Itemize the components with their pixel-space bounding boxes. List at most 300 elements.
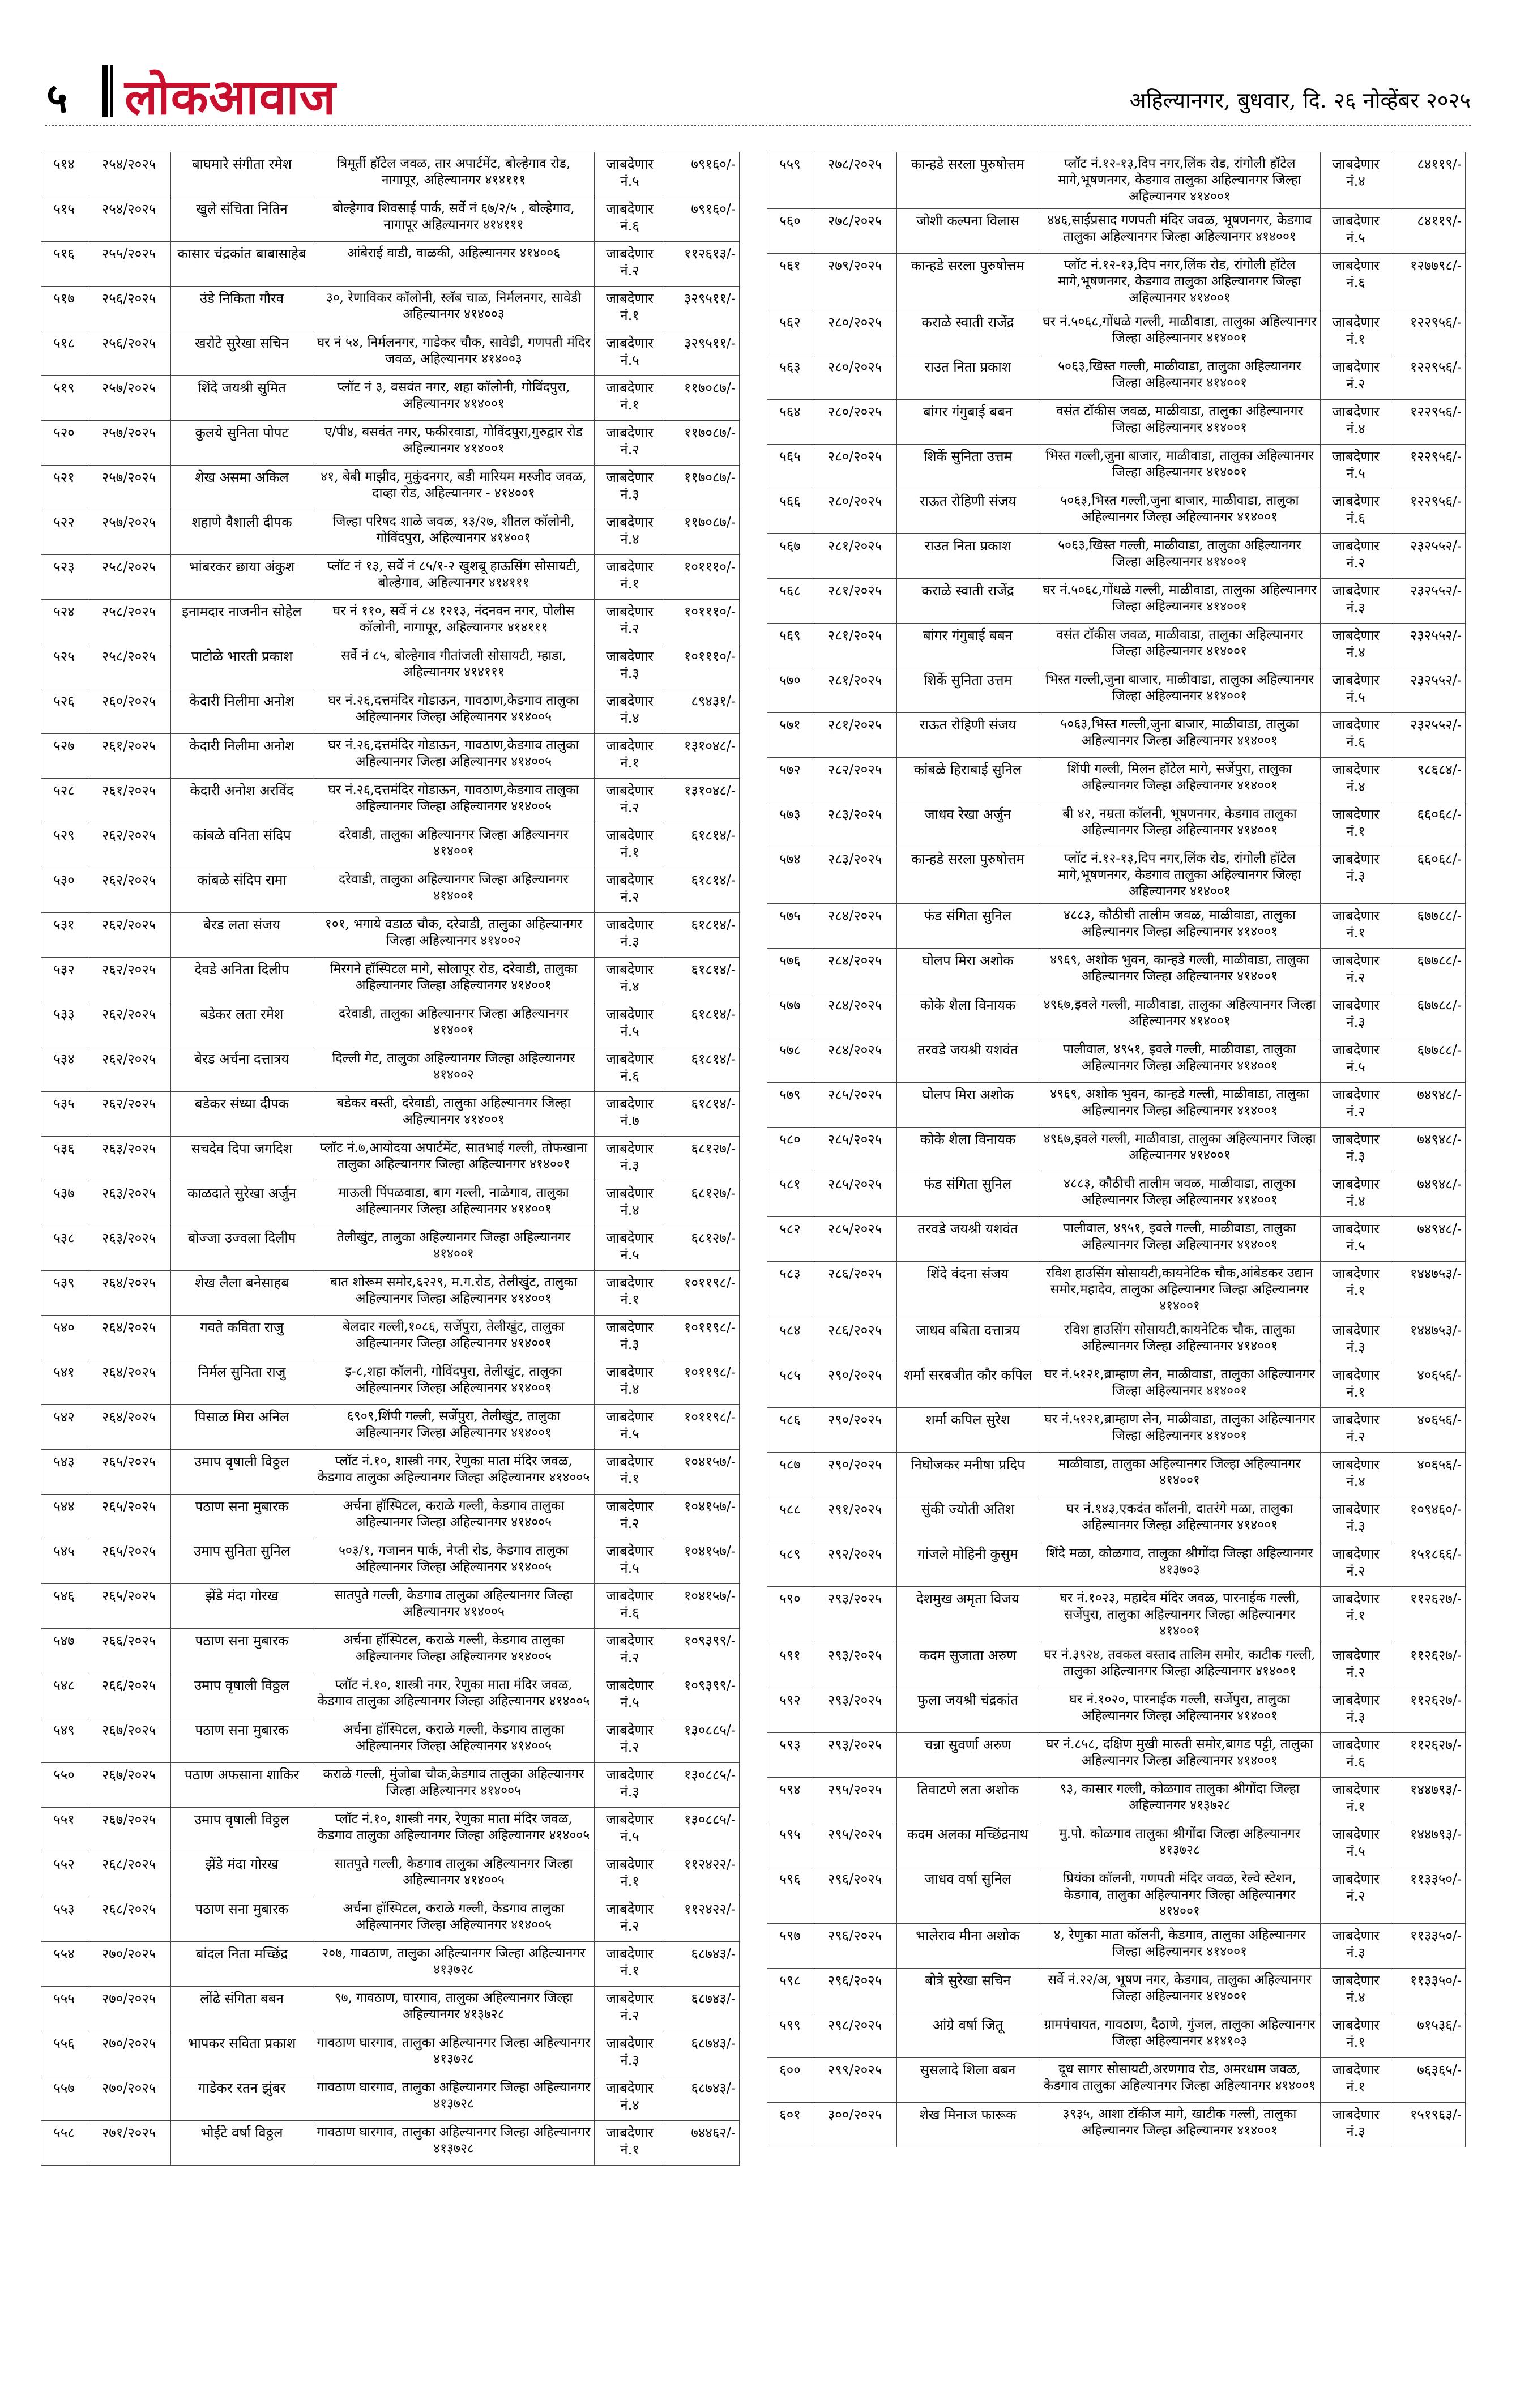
amount: १०४१५७/- (665, 1495, 740, 1539)
row-number: ५६० (767, 209, 813, 254)
address: घर नं.२६,दत्तमंदिर गोडाऊन, गावठाण,केडगाव तालुका अहिल्यानगर जिल्हा अहिल्यानगर ४१४००५ (313, 734, 595, 779)
amount: १५१९६३/- (1391, 2103, 1466, 2147)
respondent-status: जाबदेणार नं.६ (1321, 713, 1391, 758)
case-number: २६५/२०२५ (87, 1584, 171, 1629)
person-name: बेरड अर्चना दत्तात्रय (171, 1047, 313, 1092)
respondent-status: जाबदेणार नं.१ (595, 1852, 665, 1897)
respondent-status: जाबदेणार नं.६ (595, 1047, 665, 1092)
table-row (41, 466, 740, 510)
amount: ७९१६०/- (665, 197, 740, 242)
person-name: उमाप सुनिता सुनिल (171, 1539, 313, 1584)
table-row (767, 1408, 1466, 1453)
table-row (767, 2103, 1466, 2147)
case-number: २८५/२०२५ (813, 1083, 897, 1128)
respondent-status: जाबदेणार नं.१ (595, 2121, 665, 2166)
table-row (41, 1137, 740, 1181)
row-number: ५३६ (41, 1137, 87, 1181)
amount: ४०६५६/- (1391, 1408, 1466, 1453)
amount: ११२६२७/- (1391, 1688, 1466, 1733)
case-number: २८५/२०२५ (813, 1172, 897, 1217)
respondent-status: जाबदेणार नं.२ (1321, 355, 1391, 400)
row-number: ५४७ (41, 1629, 87, 1673)
row-number: ५१४ (41, 152, 87, 197)
row-number: ५५८ (41, 2121, 87, 2166)
person-name: शहाणे वैशाली दीपक (171, 510, 313, 555)
address: रविश हाउसिंग सोसायटी,कायनेटिक चौक,आंबेडकर उद्यान समोर,महादेव, तालुका अहिल्यानगर जिल्हा अहिल्यानगर ४१४००१ (1039, 1262, 1321, 1318)
person-name: केदारी अनोश अरविंद (171, 779, 313, 823)
person-name: झेंडे मंदा गोरख (171, 1584, 313, 1629)
respondent-status: जाबदेणार नं.४ (595, 510, 665, 555)
address: दरेवाडी, तालुका अहिल्यानगर जिल्हा अहिल्यानगर ४१४००१ (313, 823, 595, 868)
amount: ११२६१३/- (665, 242, 740, 287)
address: प्लॉट नं.१०, शास्त्री नगर, रेणुका माता मंदिर जवळ, केडगाव तालुका अहिल्यानगर जिल्हा अहिल्यानगर ४१४००५ (313, 1450, 595, 1495)
person-name: कराळे स्वाती राजेंद्र (897, 579, 1039, 624)
address: ५०३/१, गजानन पार्क, नेप्ती रोड, केडगाव तालुका अहिल्यानगर जिल्हा अहिल्यानगर ४१४००५ (313, 1539, 595, 1584)
amount: ६१८१४/- (665, 823, 740, 868)
person-name: निर्मल सुनिता राजु (171, 1360, 313, 1405)
address: प्रियंका कॉलनी, गणपती मंदिर जवळ, रेल्वे स्टेशन, केडगाव, तालुका अहिल्यानगर जिल्हा अहिल्यानगर ४१४००१ (1039, 1867, 1321, 1924)
respondent-status: जाबदेणार नं.२ (595, 421, 665, 466)
respondent-status: जाबदेणार नं.२ (1321, 1083, 1391, 1128)
table-row (41, 1495, 740, 1539)
notice-table-left (41, 152, 740, 2166)
table-row (41, 1450, 740, 1495)
case-number: २७९/२०२५ (813, 254, 897, 310)
case-number: २७०/२०२५ (87, 2076, 171, 2121)
table-row (767, 254, 1466, 310)
amount: ७४९४८/- (1391, 1172, 1466, 1217)
row-number: ५३५ (41, 1092, 87, 1137)
case-number: २८५/२०२५ (813, 1128, 897, 1172)
person-name: बांदल निता मच्छिंद्र (171, 1942, 313, 1987)
person-name: काळदाते सुरेखा अर्जुन (171, 1181, 313, 1226)
table-row (767, 2013, 1466, 2058)
table-row (41, 1808, 740, 1852)
table-row (767, 1969, 1466, 2013)
amount: ११३३५०/- (1391, 1969, 1466, 2013)
person-name: झेंडे मंदा गोरख (171, 1852, 313, 1897)
table-row (767, 1542, 1466, 1587)
address: कराळे गल्ली, मुंजोबा चौक,केडगाव तालुका अहिल्यानगर जिल्हा अहिल्यानगर ४१४००५ (313, 1763, 595, 1808)
amount: ७४९४८/- (1391, 1128, 1466, 1172)
row-number: ५३८ (41, 1226, 87, 1271)
table-row (767, 1083, 1466, 1128)
amount: ६१८१४/- (665, 958, 740, 1002)
row-number: ५५५ (41, 1987, 87, 2031)
person-name: फंड संगिता सुनिल (897, 904, 1039, 949)
row-number: ५८२ (767, 1217, 813, 1262)
person-name: बांगर गंगुबाई बबन (897, 400, 1039, 445)
case-number: २९०/२०२५ (813, 1408, 897, 1453)
address: घर नं.१४३,एकदंत कॉलनी, दातरंगे मळा, तालुका अहिल्यानगर जिल्हा अहिल्यानगर ४१४००१ (1039, 1497, 1321, 1542)
address: प्लॉट नं.१०, शास्त्री नगर, रेणुका माता मंदिर जवळ, केडगाव तालुका अहिल्यानगर जिल्हा अहिल्यानगर ४१४००५ (313, 1808, 595, 1852)
address: बात शोरूम समोर,६२२९, म.ग.रोड, तेलीखुंट, तालुका अहिल्यानगर जिल्हा अहिल्यानगर ४१४००१ (313, 1271, 595, 1316)
case-number: २९८/२०२५ (813, 2013, 897, 2058)
table-row (767, 1733, 1466, 1778)
amount: २३२५५२/- (1391, 579, 1466, 624)
case-number: २९२/२०२५ (813, 1542, 897, 1587)
respondent-status: जाबदेणार नं.३ (1321, 993, 1391, 1038)
person-name: पठाण अफसाना शाकिर (171, 1763, 313, 1808)
table-row (767, 355, 1466, 400)
case-number: २९६/२०२५ (813, 1867, 897, 1924)
case-number: २६६/२०२५ (87, 1673, 171, 1718)
table-row (41, 1852, 740, 1897)
row-number: ५३१ (41, 913, 87, 958)
respondent-status: जाबदेणार नं.४ (1321, 1172, 1391, 1217)
row-number: ५२१ (41, 466, 87, 510)
respondent-status: जाबदेणार नं.२ (595, 1897, 665, 1942)
respondent-status: जाबदेणार नं.२ (1321, 1408, 1391, 1453)
case-number: २९३/२०२५ (813, 1688, 897, 1733)
amount: १२७७९८/- (1391, 254, 1466, 310)
person-name: भालेराव मीना अशोक (897, 1924, 1039, 1969)
table-row (767, 949, 1466, 993)
case-number: २९९/२०२५ (813, 2058, 897, 2103)
table-row (41, 555, 740, 600)
masthead-divider (102, 65, 108, 117)
case-number: २८३/२०२५ (813, 847, 897, 904)
table-row (41, 600, 740, 644)
table-row (41, 1092, 740, 1137)
case-number: २८४/२०२५ (813, 993, 897, 1038)
respondent-status: जाबदेणार नं.५ (1321, 1038, 1391, 1083)
address: गावठाण घारगाव, तालुका अहिल्यानगर जिल्हा अहिल्यानगर ४१३७२८ (313, 2076, 595, 2121)
case-number: २८६/२०२५ (813, 1318, 897, 1363)
person-name: घोलप मिरा अशोक (897, 1083, 1039, 1128)
case-number: २९०/२०२५ (813, 1453, 897, 1497)
person-name: शिर्के सुनिता उत्तम (897, 445, 1039, 489)
table-row (41, 1584, 740, 1629)
amount: ७४९४८/- (1391, 1217, 1466, 1262)
amount: ६६०६८/- (1391, 847, 1466, 904)
address: सर्वे नं ८५, बोल्हेगाव गीतांजली सोसायटी, म्हाडा, अहिल्यानगर ४१४१११ (313, 644, 595, 689)
person-name: बडेकर संध्या दीपक (171, 1092, 313, 1137)
row-number: ५१७ (41, 287, 87, 331)
address: ५०६३,भिस्त गल्ली,जुना बाजार, माळीवाडा, तालुका अहिल्यानगर जिल्हा अहिल्यानगर ४१४००१ (1039, 713, 1321, 758)
amount: ६७७८८/- (1391, 1038, 1466, 1083)
header-rule (45, 125, 1471, 126)
address: जिल्हा परिषद शाळे जवळ, १३/२७, शीतल कॉलोनी, गोविंदपुरा, अहिल्यानगर ४१४००१ (313, 510, 595, 555)
case-number: २८१/२०२५ (813, 668, 897, 713)
person-name: तिवाटणे लता अशोक (897, 1778, 1039, 1822)
respondent-status: जाबदेणार नं.४ (595, 958, 665, 1002)
address: ४९६९, अशोक भुवन, कान्हडे गल्ली, माळीवाडा, तालुका अहिल्यानगर जिल्हा अहिल्यानगर ४१४००१ (1039, 949, 1321, 993)
address: घर नं ५४, निर्मलनगर, गाडेकर चौक, सावेडी, गणपती मंदिर जवळ, अहिल्यानगर ४१४००३ (313, 331, 595, 376)
respondent-status: जाबदेणार नं.४ (1321, 624, 1391, 668)
address: अर्चना हॉस्पिटल, कराळे गल्ली, केडगाव तालुका अहिल्यानगर जिल्हा अहिल्यानगर ४१४००५ (313, 1718, 595, 1763)
case-number: २९६/२०२५ (813, 1969, 897, 2013)
amount: ११२४२२/- (665, 1852, 740, 1897)
row-number: ५९२ (767, 1688, 813, 1733)
person-name: कदम सुजाता अरुण (897, 1643, 1039, 1688)
row-number: ५६४ (767, 400, 813, 445)
respondent-status: जाबदेणार नं.२ (595, 242, 665, 287)
table-row (41, 823, 740, 868)
case-number: २८०/२०२५ (813, 400, 897, 445)
case-number: २९५/२०२५ (813, 1822, 897, 1867)
respondent-status: जाबदेणार नं.२ (595, 1987, 665, 2031)
amount: ६८७४३/- (665, 1942, 740, 1987)
person-name: बाघमारे संगीता रमेश (171, 152, 313, 197)
table-row (41, 197, 740, 242)
address: मिरगने हॉस्पिटल मागे, सोलापूर रोड, दरेवाडी, तालुका अहिल्यानगर जिल्हा अहिल्यानगर ४१४००१ (313, 958, 595, 1002)
case-number: २८१/२०२५ (813, 534, 897, 579)
page-number: ५ (46, 74, 68, 122)
amount: ७९१६०/- (665, 152, 740, 197)
case-number: २६७/२०२५ (87, 1808, 171, 1852)
table-row (41, 1718, 740, 1763)
case-number: २५६/२०२५ (87, 287, 171, 331)
amount: ६१८१४/- (665, 1047, 740, 1092)
newspaper-name: लोकआवाज (125, 69, 336, 126)
table-row (767, 489, 1466, 534)
address: भिस्त गल्ली,जुना बाजार, माळीवाडा, तालुका अहिल्यानगर जिल्हा अहिल्यानगर ४१४००१ (1039, 668, 1321, 713)
amount: १३०८८५/- (665, 1718, 740, 1763)
table-row (41, 242, 740, 287)
amount: ६८१२७/- (665, 1226, 740, 1271)
table-row (767, 1643, 1466, 1688)
address: ४, रेणुका माता कॉलनी, केडगाव, तालुका अहिल्यानगर जिल्हा अहिल्यानगर ४१४००१ (1039, 1924, 1321, 1969)
case-number: २६३/२०२५ (87, 1137, 171, 1181)
person-name: कांबळे वनिता संदिप (171, 823, 313, 868)
case-number: २६२/२०२५ (87, 913, 171, 958)
person-name: बेरड लता संजय (171, 913, 313, 958)
case-number: २९०/२०२५ (813, 1363, 897, 1408)
address: शिंपी गल्ली, मिलन हॉटेल मागे, सर्जेपुरा, तालुका अहिल्यानगर जिल्हा अहिल्यानगर ४१४००१ (1039, 758, 1321, 802)
amount: १०९३९९/- (665, 1673, 740, 1718)
amount: ६८७४३/- (665, 1987, 740, 2031)
address: दिल्ली गेट, तालुका अहिल्यानगर जिल्हा अहिल्यानगर ४१४००२ (313, 1047, 595, 1092)
person-name: शर्मा सरबजीत कौर कपिल (897, 1363, 1039, 1408)
row-number: ५४९ (41, 1718, 87, 1763)
address: प्लॉट नं.१२-१३,दिप नगर,लिंक रोड, रांगोली हॉटेल मागे,भूषणनगर, केडगाव तालुका अहिल्यानगर जिल्हा अहिल्यानगर ४१४००१ (1039, 254, 1321, 310)
table-row (41, 868, 740, 913)
amount: १२२९५६/- (1391, 310, 1466, 355)
respondent-status: जाबदेणार नं.५ (595, 1405, 665, 1450)
person-name: शेख लैला बनेसाहब (171, 1271, 313, 1316)
person-name: शिर्के सुनिता उत्तम (897, 668, 1039, 713)
address: अर्चना हॉस्पिटल, कराळे गल्ली, केडगाव तालुका अहिल्यानगर जिल्हा अहिल्यानगर ४१४००५ (313, 1897, 595, 1942)
amount: ३२९५११/- (665, 331, 740, 376)
respondent-status: जाबदेणार नं.१ (1321, 802, 1391, 847)
respondent-status: जाबदेणार नं.१ (595, 734, 665, 779)
row-number: ५५३ (41, 1897, 87, 1942)
table-row (767, 209, 1466, 254)
row-number: ५८३ (767, 1262, 813, 1318)
person-name: पिसाळ मिरा अनिल (171, 1405, 313, 1450)
row-number: ५८६ (767, 1408, 813, 1453)
case-number: २६०/२०२५ (87, 689, 171, 734)
row-number: ५३४ (41, 1047, 87, 1092)
amount: ६१८१४/- (665, 1002, 740, 1047)
amount: १४४७५३/- (1391, 1262, 1466, 1318)
amount: १४४७९३/- (1391, 1822, 1466, 1867)
respondent-status: जाबदेणार नं.५ (1321, 1217, 1391, 1262)
person-name: फंड संगिता सुनिल (897, 1172, 1039, 1217)
table-row (41, 421, 740, 466)
table-row (41, 510, 740, 555)
table-row (767, 1453, 1466, 1497)
case-number: २८०/२०२५ (813, 355, 897, 400)
case-number: २६४/२०२५ (87, 1360, 171, 1405)
amount: २३२५५२/- (1391, 534, 1466, 579)
table-row (41, 2121, 740, 2166)
respondent-status: जाबदेणार नं.४ (1321, 1453, 1391, 1497)
amount: ११२६२७/- (1391, 1587, 1466, 1643)
row-number: ५५४ (41, 1942, 87, 1987)
respondent-status: जाबदेणार नं.७ (595, 1092, 665, 1137)
table-row (41, 958, 740, 1002)
case-number: २८५/२०२५ (813, 1217, 897, 1262)
amount: ८९४३१/- (665, 689, 740, 734)
case-number: २५५/२०२५ (87, 242, 171, 287)
address: घर नं.५१२१,ब्राम्हाण लेन, माळीवाडा, तालुका अहिल्यानगर जिल्हा अहिल्यानगर ४१४००१ (1039, 1408, 1321, 1453)
table-row (767, 1867, 1466, 1924)
person-name: कदम अलका मच्छिंद्रनाथ (897, 1822, 1039, 1867)
respondent-status: जाबदेणार नं.५ (595, 1808, 665, 1852)
address: प्लॉट नं.१२-१३,दिप नगर,लिंक रोड, रांगोली हॉटेल मागे,भूषणनगर, केडगाव तालुका अहिल्यानगर जिल्हा अहिल्यानगर ४१४००१ (1039, 847, 1321, 904)
amount: १०४१५७/- (665, 1584, 740, 1629)
left-column (41, 152, 740, 2166)
person-name: कांबळे हिराबाई सुनिल (897, 758, 1039, 802)
case-number: २५७/२०२५ (87, 376, 171, 421)
amount: ११२६२७/- (1391, 1643, 1466, 1688)
row-number: ५५६ (41, 2031, 87, 2076)
row-number: ५७६ (767, 949, 813, 993)
person-name: जाधव रेखा अर्जुन (897, 802, 1039, 847)
respondent-status: जाबदेणार नं.१ (595, 555, 665, 600)
respondent-status: जाबदेणार नं.१ (1321, 1363, 1391, 1408)
case-number: २६२/२०२५ (87, 1047, 171, 1092)
address: ५०६३,खिस्त गल्ली, माळीवाडा, तालुका अहिल्यानगर जिल्हा अहिल्यानगर ४१४००१ (1039, 534, 1321, 579)
table-row (767, 802, 1466, 847)
table-row (41, 287, 740, 331)
case-number: २६२/२०२५ (87, 1092, 171, 1137)
amount: ११७०८७/- (665, 421, 740, 466)
amount: १३१०४८/- (665, 734, 740, 779)
table-row (767, 1497, 1466, 1542)
respondent-status: जाबदेणार नं.२ (595, 779, 665, 823)
row-number: ५९७ (767, 1924, 813, 1969)
case-number: २६२/२०२५ (87, 868, 171, 913)
amount: १०१११०/- (665, 644, 740, 689)
row-number: ५४४ (41, 1495, 87, 1539)
case-number: २९६/२०२५ (813, 1924, 897, 1969)
address: दरेवाडी, तालुका अहिल्यानगर जिल्हा अहिल्यानगर ४१४००१ (313, 1002, 595, 1047)
amount: ११३३५०/- (1391, 1924, 1466, 1969)
person-name: गांजले मोहिनी कुसुम (897, 1542, 1039, 1587)
row-number: ५९८ (767, 1969, 813, 2013)
address: ग्रामपंचायत, गावठाण, दैठाणे, गुंजल, तालुका अहिल्यानगर जिल्हा अहिल्यानगर ४१४१०३ (1039, 2013, 1321, 2058)
case-number: ३००/२०२५ (813, 2103, 897, 2147)
case-number: २८४/२०२५ (813, 904, 897, 949)
address: सातपुते गल्ली, केडगाव तालुका अहिल्यानगर जिल्हा अहिल्यानगर ४१४००५ (313, 1584, 595, 1629)
address: ए/पी४, बसवंत नगर, फकीरवाडा, गोविंदपुरा,गुरुद्वार रोड अहिल्यानगर ४१४००१ (313, 421, 595, 466)
case-number: २८१/२०२५ (813, 713, 897, 758)
respondent-status: जाबदेणार नं.३ (595, 1763, 665, 1808)
case-number: २८४/२०२५ (813, 1038, 897, 1083)
row-number: ६०० (767, 2058, 813, 2103)
row-number: ५५९ (767, 152, 813, 209)
table-row (41, 1181, 740, 1226)
table-row (767, 1587, 1466, 1643)
address: ४८८३, कौठीची तालीम जवळ, माळीवाडा, तालुका अहिल्यानगर जिल्हा अहिल्यानगर ४१४००१ (1039, 1172, 1321, 1217)
case-number: २८६/२०२५ (813, 1262, 897, 1318)
person-name: भापकर सविता प्रकाश (171, 2031, 313, 2076)
row-number: ५२८ (41, 779, 87, 823)
amount: ६१८१४/- (665, 868, 740, 913)
respondent-status: जाबदेणार नं.५ (1321, 668, 1391, 713)
table-row (767, 904, 1466, 949)
person-name: बडेकर लता रमेश (171, 1002, 313, 1047)
case-number: २६२/२०२५ (87, 958, 171, 1002)
person-name: कराळे स्वाती राजेंद्र (897, 310, 1039, 355)
amount: १०११९८/- (665, 1271, 740, 1316)
address: घर नं.३९२४, तवकल वस्ताद तालिम समोर, काटीक गल्ली, तालुका अहिल्यानगर जिल्हा अहिल्यानगर ४१४००१ (1039, 1643, 1321, 1688)
table-row (767, 1924, 1466, 1969)
person-name: लोंढे संगिता बबन (171, 1987, 313, 2031)
row-number: ५८१ (767, 1172, 813, 1217)
address: २०७, गावठाण, तालुका अहिल्यानगर जिल्हा अहिल्यानगर ४१३७२८ (313, 1942, 595, 1987)
case-number: २७०/२०२५ (87, 1942, 171, 1987)
amount: ९८६८४/- (1391, 758, 1466, 802)
person-name: भोईटे वर्षा विठ्ठल (171, 2121, 313, 2166)
amount: ७१५३६/- (1391, 2013, 1466, 2058)
respondent-status: जाबदेणार नं.३ (1321, 1497, 1391, 1542)
table-row (41, 376, 740, 421)
row-number: ५२७ (41, 734, 87, 779)
case-number: २६१/२०२५ (87, 734, 171, 779)
row-number: ५५२ (41, 1852, 87, 1897)
case-number: २६३/२०२५ (87, 1181, 171, 1226)
row-number: ६०१ (767, 2103, 813, 2147)
case-number: २९३/२०२५ (813, 1643, 897, 1688)
person-name: कान्हडे सरला पुरुषोत्तम (897, 152, 1039, 209)
case-number: २५७/२०२५ (87, 466, 171, 510)
case-number: २६४/२०२५ (87, 1271, 171, 1316)
address: ३०, रेणाविकर कॉलोनी, स्लॅब चाळ, निर्मलनगर, सावेडी अहिल्यानगर ४१४००३ (313, 287, 595, 331)
address: त्रिमूर्ती हॉटेल जवळ, तार अपार्टमेंट, बोल्हेगाव रोड, नागापूर, अहिल्यानगर ४१४१११ (313, 152, 595, 197)
case-number: २६५/२०२५ (87, 1450, 171, 1495)
row-number: ५९५ (767, 1822, 813, 1867)
row-number: ५२५ (41, 644, 87, 689)
amount: १५१८६६/- (1391, 1542, 1466, 1587)
address: शिंदे मळा, कोळगाव, तालुका श्रीगोंदा जिल्हा अहिल्यानगर ४१३७०३ (1039, 1542, 1321, 1587)
row-number: ५८५ (767, 1363, 813, 1408)
respondent-status: जाबदेणार नं.४ (595, 1181, 665, 1226)
respondent-status: जाबदेणार नं.३ (1321, 1688, 1391, 1733)
case-number: २८०/२०२५ (813, 445, 897, 489)
address: ४९६७,इवले गल्ली, माळीवाडा, तालुका अहिल्यानगर जिल्हा अहिल्यानगर ४१४००१ (1039, 993, 1321, 1038)
person-name: इनामदार नाजनीन सोहेल (171, 600, 313, 644)
person-name: तरवडे जयश्री यशवंत (897, 1038, 1039, 1083)
case-number: २५६/२०२५ (87, 331, 171, 376)
amount: १२२९५६/- (1391, 489, 1466, 534)
address: माळीवाडा, तालुका अहिल्यानगर जिल्हा अहिल्यानगर ४१४००१ (1039, 1453, 1321, 1497)
address: इ-८,शहा कॉलनी, गोविंदपुरा, तेलीखुंट, तालुका अहिल्यानगर जिल्हा अहिल्यानगर ४१४००१ (313, 1360, 595, 1405)
row-number: ५५१ (41, 1808, 87, 1852)
respondent-status: जाबदेणार नं.४ (1321, 758, 1391, 802)
address: ३९३५, आशा टॉकीज मागे, खाटीक गल्ली, तालुका अहिल्यानगर जिल्हा अहिल्यानगर ४१४००१ (1039, 2103, 1321, 2147)
respondent-status: जाबदेणार नं.४ (595, 1360, 665, 1405)
case-number: २५७/२०२५ (87, 421, 171, 466)
amount: ८४११९/- (1391, 209, 1466, 254)
person-name: जाधव वर्षा सुनिल (897, 1867, 1039, 1924)
amount: १०११९८/- (665, 1405, 740, 1450)
table-row (767, 445, 1466, 489)
case-number: २५७/२०२५ (87, 510, 171, 555)
